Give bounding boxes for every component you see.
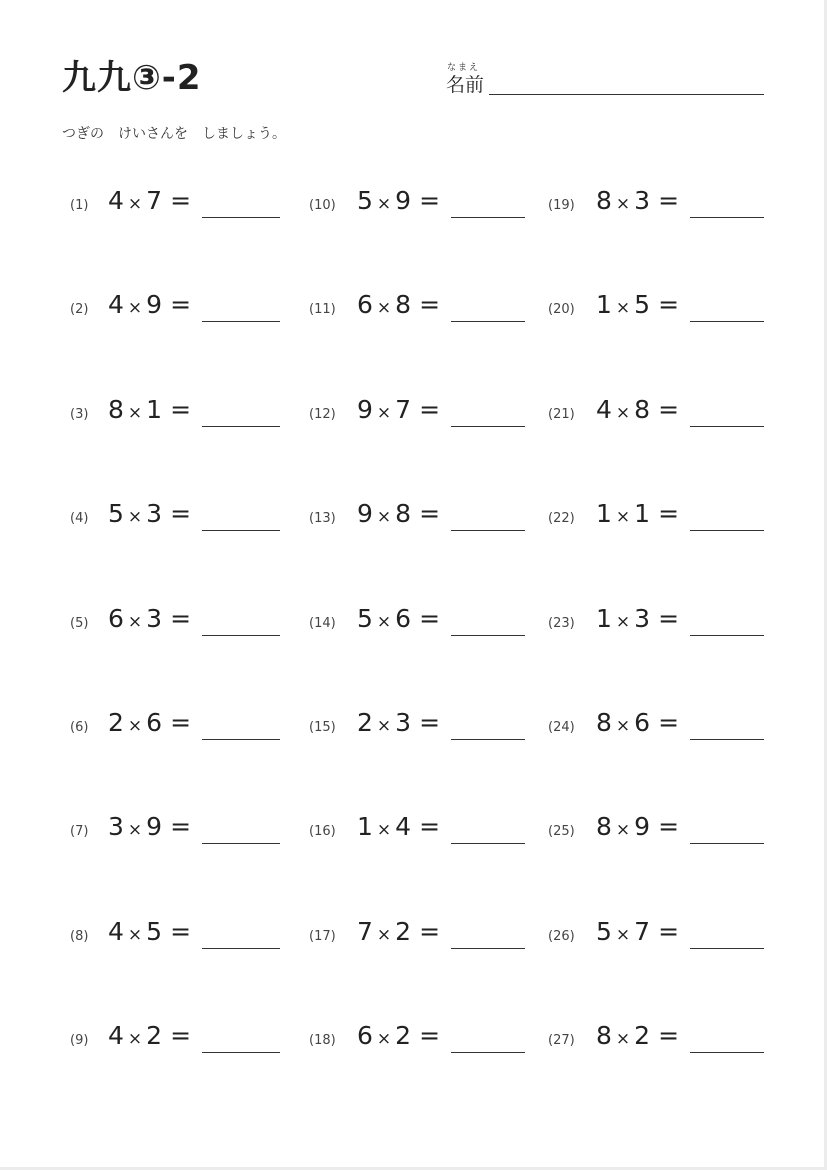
times-sign: ×	[127, 507, 143, 527]
operand-b: 3	[634, 604, 651, 633]
answer-blank[interactable]	[690, 321, 764, 322]
problem-expression	[108, 812, 191, 841]
operand-a: 8	[108, 395, 124, 424]
problem-number: (12)	[309, 407, 336, 422]
times-sign: ×	[376, 925, 392, 945]
problem-expression	[108, 708, 191, 737]
equals-sign: =	[419, 812, 441, 841]
problem-number: (13)	[309, 511, 336, 526]
name-ruby: なまえ	[447, 63, 481, 73]
equals-sign: =	[658, 917, 680, 946]
operand-a: 3	[108, 812, 124, 841]
answer-blank[interactable]	[690, 217, 764, 218]
operand-a: 5	[357, 604, 373, 633]
times-sign: ×	[376, 298, 392, 318]
equals-sign: =	[658, 290, 680, 319]
problem-1	[70, 186, 280, 222]
answer-blank[interactable]	[690, 426, 764, 427]
problem-9	[70, 1021, 280, 1057]
operand-a: 5	[596, 917, 612, 946]
operand-a: 4	[108, 186, 124, 215]
equals-sign: =	[419, 917, 441, 946]
operand-a: 1	[357, 812, 373, 841]
equals-sign: =	[658, 186, 680, 215]
problem-12	[309, 395, 525, 431]
operand-b: 2	[146, 1021, 163, 1050]
answer-blank[interactable]	[690, 948, 764, 949]
problem-10	[309, 186, 525, 222]
operand-b: 8	[395, 290, 412, 319]
equals-sign: =	[658, 812, 680, 841]
operand-b: 7	[634, 917, 651, 946]
problem-expression	[108, 290, 191, 319]
problem-expression	[108, 186, 191, 215]
answer-blank[interactable]	[202, 635, 280, 636]
operand-b: 8	[395, 499, 412, 528]
problem-expression	[108, 1021, 191, 1050]
problem-number: (22)	[548, 511, 575, 526]
problem-expression	[596, 186, 679, 215]
operand-a: 8	[596, 812, 612, 841]
operand-b: 2	[395, 1021, 412, 1050]
operand-a: 4	[108, 917, 124, 946]
answer-blank[interactable]	[202, 1052, 280, 1053]
answer-blank[interactable]	[451, 217, 525, 218]
equals-sign: =	[419, 499, 441, 528]
answer-blank[interactable]	[451, 635, 525, 636]
problem-number: (3)	[70, 407, 89, 422]
answer-blank[interactable]	[202, 426, 280, 427]
times-sign: ×	[615, 716, 631, 736]
problem-number: (21)	[548, 407, 575, 422]
problem-20	[548, 290, 764, 326]
problem-27	[548, 1021, 764, 1057]
problem-expression	[596, 1021, 679, 1050]
operand-b: 3	[146, 499, 163, 528]
operand-b: 8	[634, 395, 651, 424]
operand-b: 4	[395, 812, 412, 841]
name-field[interactable]	[489, 94, 764, 95]
problem-number: (18)	[309, 1033, 336, 1048]
problem-number: (19)	[548, 198, 575, 213]
problem-expression	[108, 604, 191, 633]
problem-5	[70, 604, 280, 640]
equals-sign: =	[419, 604, 441, 633]
answer-blank[interactable]	[451, 1052, 525, 1053]
operand-b: 1	[634, 499, 651, 528]
answer-blank[interactable]	[202, 948, 280, 949]
problem-number: (14)	[309, 616, 336, 631]
operand-a: 4	[596, 395, 612, 424]
problem-number: (7)	[70, 824, 89, 839]
problem-number: (25)	[548, 824, 575, 839]
times-sign: ×	[376, 403, 392, 423]
problem-expression	[357, 708, 440, 737]
answer-blank[interactable]	[202, 530, 280, 531]
answer-blank[interactable]	[690, 635, 764, 636]
operand-a: 1	[596, 290, 612, 319]
times-sign: ×	[615, 612, 631, 632]
equals-sign: =	[658, 604, 680, 633]
operand-b: 1	[146, 395, 163, 424]
operand-a: 8	[596, 186, 612, 215]
problem-expression	[596, 290, 679, 319]
answer-blank[interactable]	[451, 739, 525, 740]
times-sign: ×	[615, 298, 631, 318]
problem-22	[548, 499, 764, 535]
problem-21	[548, 395, 764, 431]
problem-number: (17)	[309, 929, 336, 944]
times-sign: ×	[127, 716, 143, 736]
operand-a: 8	[596, 1021, 612, 1050]
answer-blank[interactable]	[690, 1052, 764, 1053]
problem-number: (27)	[548, 1033, 575, 1048]
problem-expression	[596, 812, 679, 841]
times-sign: ×	[376, 1029, 392, 1049]
problem-number: (20)	[548, 302, 575, 317]
problem-expression	[357, 812, 440, 841]
problem-25	[548, 812, 764, 848]
problem-number: (23)	[548, 616, 575, 631]
operand-a: 7	[357, 917, 373, 946]
problem-expression	[596, 604, 679, 633]
answer-blank[interactable]	[690, 530, 764, 531]
problem-expression	[596, 395, 679, 424]
equals-sign: =	[419, 708, 441, 737]
problem-expression	[357, 290, 440, 319]
operand-b: 5	[146, 917, 163, 946]
operand-a: 1	[596, 604, 612, 633]
operand-a: 6	[357, 1021, 373, 1050]
name-label: 名前	[446, 74, 485, 96]
problem-expression	[596, 917, 679, 946]
operand-a: 2	[108, 708, 124, 737]
times-sign: ×	[376, 612, 392, 632]
problem-expression	[357, 604, 440, 633]
problem-13	[309, 499, 525, 535]
problem-number: (16)	[309, 824, 336, 839]
operand-a: 6	[108, 604, 124, 633]
problem-number: (1)	[70, 198, 89, 213]
problem-number: (5)	[70, 616, 89, 631]
equals-sign: =	[658, 1021, 680, 1050]
operand-a: 8	[596, 708, 612, 737]
problem-expression	[357, 499, 440, 528]
times-sign: ×	[127, 820, 143, 840]
equals-sign: =	[419, 395, 441, 424]
problem-expression	[596, 708, 679, 737]
times-sign: ×	[127, 403, 143, 423]
operand-a: 5	[108, 499, 124, 528]
operand-a: 4	[108, 290, 124, 319]
equals-sign: =	[419, 186, 441, 215]
operand-b: 7	[395, 395, 412, 424]
equals-sign: =	[170, 1021, 192, 1050]
equals-sign: =	[170, 290, 192, 319]
instruction: つぎの けいさんを しましょう。	[62, 126, 286, 142]
name-block	[446, 60, 766, 100]
operand-b: 6	[395, 604, 412, 633]
problem-14	[309, 604, 525, 640]
problem-expression	[357, 186, 440, 215]
times-sign: ×	[376, 507, 392, 527]
operand-a: 2	[357, 708, 373, 737]
problem-expression	[108, 395, 191, 424]
equals-sign: =	[170, 499, 192, 528]
problem-number: (4)	[70, 511, 89, 526]
times-sign: ×	[376, 820, 392, 840]
problem-16	[309, 812, 525, 848]
equals-sign: =	[170, 395, 192, 424]
problem-number: (26)	[548, 929, 575, 944]
operand-b: 9	[146, 290, 163, 319]
times-sign: ×	[615, 820, 631, 840]
operand-a: 9	[357, 499, 373, 528]
operand-b: 6	[146, 708, 163, 737]
answer-blank[interactable]	[202, 739, 280, 740]
times-sign: ×	[127, 298, 143, 318]
problem-expression	[108, 917, 191, 946]
operand-b: 7	[146, 186, 163, 215]
operand-b: 5	[634, 290, 651, 319]
equals-sign: =	[658, 708, 680, 737]
times-sign: ×	[615, 925, 631, 945]
answer-blank[interactable]	[202, 217, 280, 218]
equals-sign: =	[170, 708, 192, 737]
times-sign: ×	[127, 612, 143, 632]
times-sign: ×	[615, 1029, 631, 1049]
problem-number: (15)	[309, 720, 336, 735]
problem-6	[70, 708, 280, 744]
equals-sign: =	[658, 395, 680, 424]
operand-a: 6	[357, 290, 373, 319]
problem-17	[309, 917, 525, 953]
operand-a: 4	[108, 1021, 124, 1050]
problem-number: (8)	[70, 929, 89, 944]
worksheet-title: 九九③-2	[62, 58, 202, 98]
times-sign: ×	[615, 194, 631, 214]
times-sign: ×	[127, 1029, 143, 1049]
problem-3	[70, 395, 280, 431]
operand-b: 9	[395, 186, 412, 215]
problem-expression	[357, 395, 440, 424]
answer-blank[interactable]	[690, 739, 764, 740]
problem-26	[548, 917, 764, 953]
equals-sign: =	[170, 812, 192, 841]
problem-8	[70, 917, 280, 953]
problem-number: (24)	[548, 720, 575, 735]
problem-expression	[596, 499, 679, 528]
equals-sign: =	[170, 604, 192, 633]
times-sign: ×	[127, 194, 143, 214]
operand-b: 9	[634, 812, 651, 841]
problem-number: (2)	[70, 302, 89, 317]
operand-b: 2	[634, 1021, 651, 1050]
equals-sign: =	[170, 186, 192, 215]
problem-number: (6)	[70, 720, 89, 735]
answer-blank[interactable]	[451, 426, 525, 427]
equals-sign: =	[419, 290, 441, 319]
times-sign: ×	[376, 194, 392, 214]
problem-18	[309, 1021, 525, 1057]
operand-a: 1	[596, 499, 612, 528]
answer-blank[interactable]	[451, 843, 525, 844]
problem-2	[70, 290, 280, 326]
operand-a: 5	[357, 186, 373, 215]
operand-b: 9	[146, 812, 163, 841]
times-sign: ×	[127, 925, 143, 945]
answer-blank[interactable]	[451, 321, 525, 322]
problem-number: (11)	[309, 302, 336, 317]
answer-blank[interactable]	[202, 321, 280, 322]
answer-blank[interactable]	[202, 843, 280, 844]
answer-blank[interactable]	[451, 530, 525, 531]
equals-sign: =	[419, 1021, 441, 1050]
problem-24	[548, 708, 764, 744]
operand-b: 3	[634, 186, 651, 215]
problem-4	[70, 499, 280, 535]
equals-sign: =	[170, 917, 192, 946]
problem-number: (10)	[309, 198, 336, 213]
problem-expression	[357, 1021, 440, 1050]
problem-number: (9)	[70, 1033, 89, 1048]
problem-11	[309, 290, 525, 326]
operand-b: 3	[395, 708, 412, 737]
answer-blank[interactable]	[690, 843, 764, 844]
problem-19	[548, 186, 764, 222]
times-sign: ×	[615, 403, 631, 423]
operand-a: 9	[357, 395, 373, 424]
answer-blank[interactable]	[451, 948, 525, 949]
problem-7	[70, 812, 280, 848]
problem-expression	[357, 917, 440, 946]
times-sign: ×	[615, 507, 631, 527]
problem-15	[309, 708, 525, 744]
operand-b: 3	[146, 604, 163, 633]
operand-b: 2	[395, 917, 412, 946]
times-sign: ×	[376, 716, 392, 736]
problem-expression	[108, 499, 191, 528]
equals-sign: =	[658, 499, 680, 528]
operand-b: 6	[634, 708, 651, 737]
problem-23	[548, 604, 764, 640]
